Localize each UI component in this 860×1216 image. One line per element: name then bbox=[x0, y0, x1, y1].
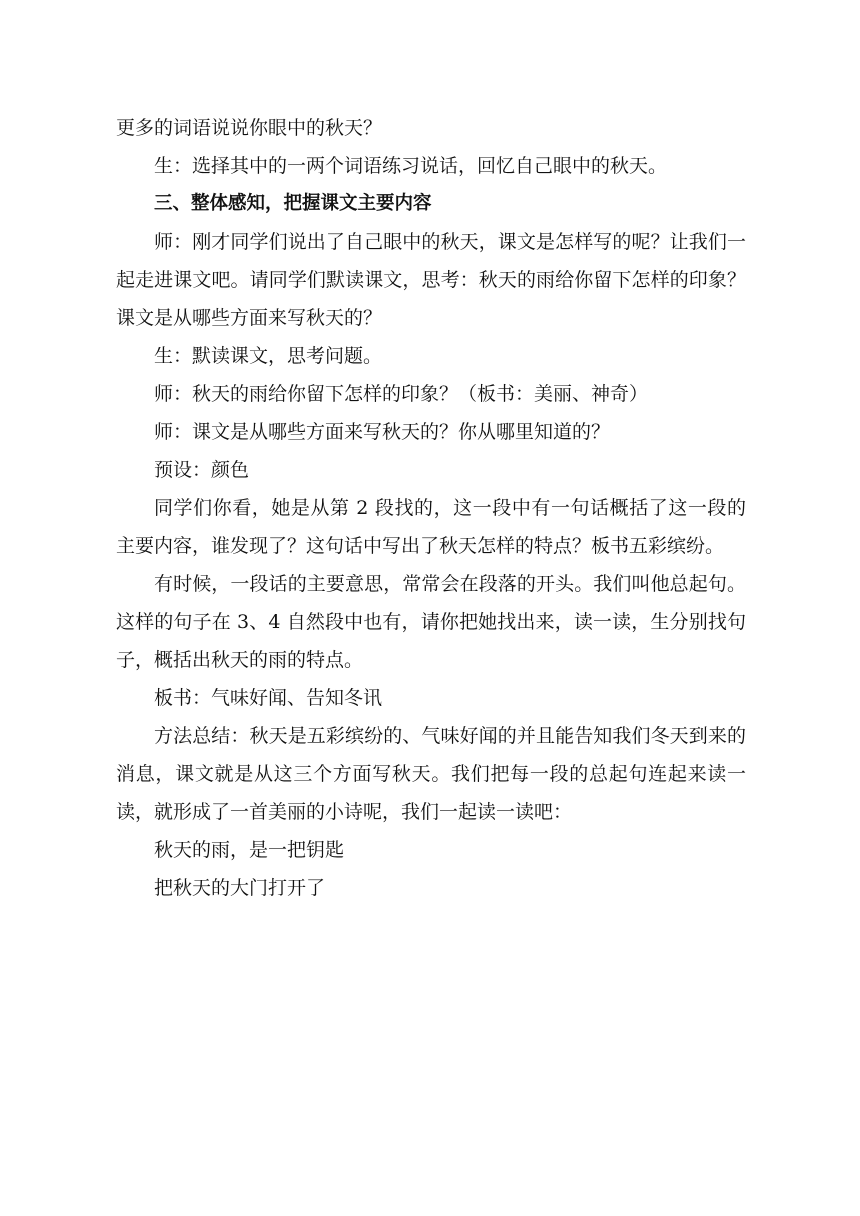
paragraph: 板书：气味好闻、告知冬讯 bbox=[154, 687, 383, 709]
paragraph: 有时候，一段话的主要意思，常常会在段落的开头。我们叫他总起句。这样的句子在 3、4 自然段中也有，请你把她找出来，读一读，生分别找句子，概括出秋天的雨的特点。 bbox=[116, 573, 746, 671]
paragraph: 师：课文是从哪些方面来写秋天的？你从哪里知道的？ bbox=[154, 421, 611, 443]
section-heading: 三、整体感知，把握课文主要内容 bbox=[154, 193, 432, 214]
paragraph: 生：选择其中的一两个词语练习说话，回忆自己眼中的秋天。 bbox=[154, 155, 668, 177]
paragraph: 方法总结：秋天是五彩缤纷的、气味好闻的并且能告知我们冬天到来的消息，课文就是从这三个方面写秋天。我们把每一段的总起句连起来读一读，就形成了一首美丽的小诗呢，我们一起读一读吧： bbox=[116, 725, 746, 823]
poem-line: 把秋天的大门打开了 bbox=[154, 877, 326, 899]
paragraph: 生：默读课文，思考问题。 bbox=[154, 345, 383, 367]
paragraph: 更多的词语说说你眼中的秋天？ bbox=[116, 117, 383, 139]
document-body bbox=[116, 109, 746, 907]
paragraph: 预设：颜色 bbox=[154, 459, 250, 481]
paragraph: 同学们你看，她是从第 2 段找的，这一段中有一句话概括了这一段的主要内容，谁发现了？这句话中写出了秋天怎样的特点？板书五彩缤纷。 bbox=[116, 497, 746, 557]
poem-line: 秋天的雨，是一把钥匙 bbox=[154, 839, 345, 861]
paragraph: 师：秋天的雨给你留下怎样的印象？（板书：美丽、神奇） bbox=[154, 383, 649, 405]
paragraph: 师：刚才同学们说出了自己眼中的秋天，课文是怎样写的呢？让我们一起走进课文吧。请同学们默读课文，思考：秋天的雨给你留下怎样的印象？课文是从哪些方面来写秋天的？ bbox=[116, 231, 746, 329]
